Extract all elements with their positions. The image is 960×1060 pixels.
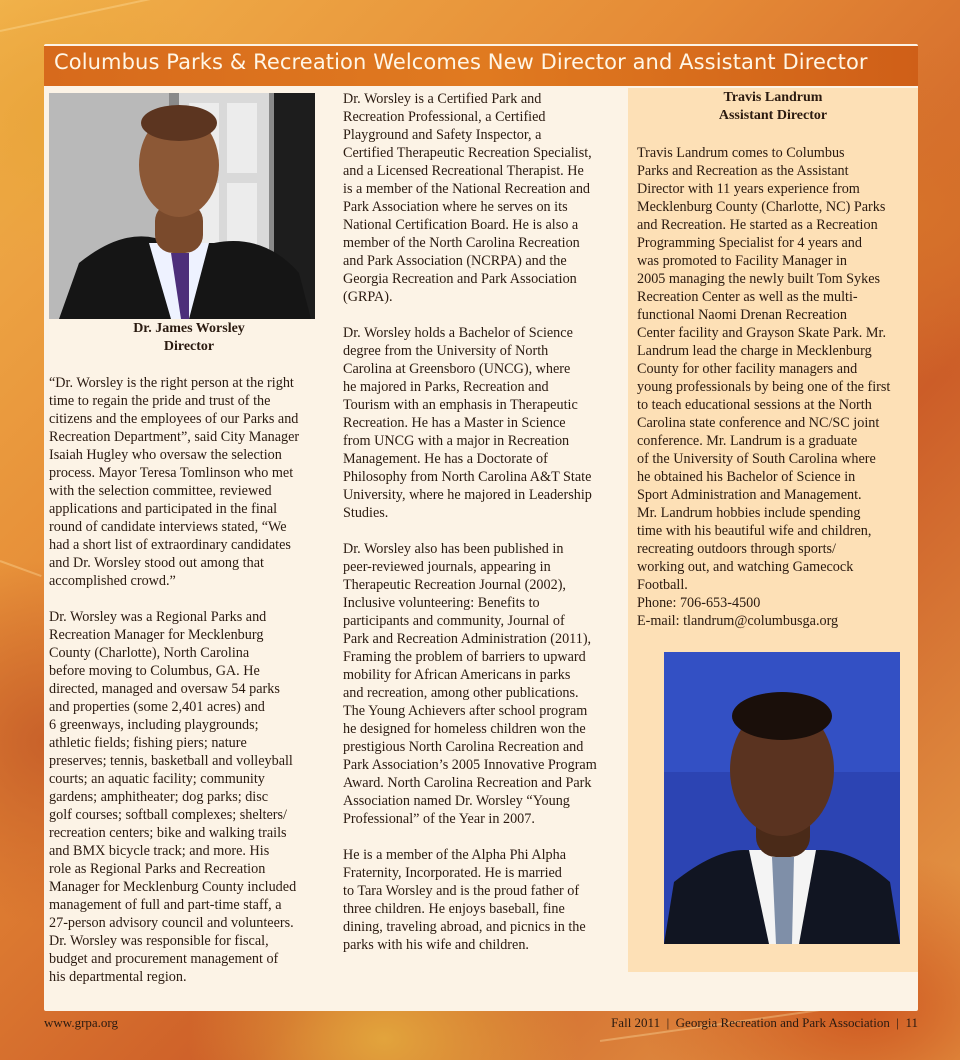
assistant-photo [664,652,900,944]
assistant-bio-text: Travis Landrum comes to Columbus Parks and Recreation as the Assistant Director with 11 years experience from Mecklenburg County (Charlotte, NC) Parks and Recreation. He started as a Recreation Programming Specialist for 4 years and was promoted to Facility Manager in 2005 managing the newly built Tom Sykes Recreation Center as well as the multi- functional Naomi Drenan Recreation Center facility and Grayson Skate Park. Mr. Landrum lead the charge in Mecklenburg County for other facility managers and young professionals by being one of the first to teach educational sessions at the North Carolina state conference and NC/SC joint conference. Mr. Landrum is a graduate of the University of South Carolina where he obtained his Bachelor of Science in Sport Administration and Management. Mr. Landrum hobbies include spending time with his beautiful wife and children, recreating outdoors through sports/ working out, and watching Gamecock Football. [637,145,891,593]
footer-issue-info: Fall 2011 | Georgia Recreation and Park Association | 11 [611,1015,918,1030]
director-role: Director [163,339,215,354]
page-title: Columbus Parks & Recreation Welcomes New Director and Assistant Director [54,50,868,74]
assistant-name: Travis Landrum [723,90,823,105]
title-banner [44,46,918,86]
director-caption [49,320,329,356]
assistant-phone: Phone: 706-653-4500 [637,595,761,611]
assistant-email: E-mail: tlandrum@columbusga.org [637,613,839,629]
assistant-caption [636,89,910,125]
director-photo [49,93,315,319]
background-leaf-vein [0,560,42,577]
director-portrait-illustration [49,93,315,319]
director-column-1-text: “Dr. Worsley is the right person at the right time to regain the pride and trust of the citizens and the employees of our Parks and Recreation Department”, said City Manager Isaiah Hugley who oversaw the selection process. Mayor Teresa Tomlinson who met with the selection committee, reviewed applications and participated in the final round of candidate interviews stated, “We had a short list of extraordinary candidates and Dr. Worsley stood out among that accomplished crowd.” Dr. Worsley was a Regional Parks and Recreation Manager for Mecklenburg County (Charlotte), North Carolina before moving to Columbus, GA. He directed, managed and oversaw 54 parks and properties (some 2,401 acres) and 6 greenways, including playgrounds; athletic fields; fishing piers; nature preserves; tennis, basketball and volleyball courts; an aquatic facility; community gardens; amphitheater; dog parks; disc golf courses; softball complexes; shelters/ recreation centers; bike and walking trails and BMX bicycle track; and more. His role as Regional Parks and Recreation Manager for Mecklenburg County included management of full and part-time staff, a 27-person advisory council and volunteers. Dr. Worsley was responsible for fiscal, budget and procurement management of his departmental region. [49,375,300,985]
assistant-portrait-illustration [664,652,900,944]
background-leaf-vein [0,0,294,32]
director-column-2-text: Dr. Worsley is a Certified Park and Recreation Professional, a Certified Playground and Safety Inspector, a Certified Therapeutic Recreation Specialist, and a Licensed Recreational Therapist. He is a member of the National Recreation and Park Association where he serves on its National Certification Board. He is also a member of the North Carolina Recreation and Park Association (NCRPA) and the Georgia Recreation and Park Association (GRPA). Dr. Worsley holds a Bachelor of Science degree from the University of North Carolina at Greensboro (UNCG), where he majored in Parks, Recreation and Tourism with an emphasis in Therapeutic Recreation. He has a Master in Science from UNCG with a major in Recreation Management. He has a Doctorate of Philosophy from North Carolina A&T State University, where he majored in Leadership Studies. Dr. Worsley also has been published in peer-reviewed journals, appearing in Therapeutic Recreation Journal (2002), Inclusive volunteering: Benefits to participants and community, Journal of Park and Recreation Administration (2011), Framing the problem of barriers to upward mobility for African Americans in parks and recreation, among other publications. The Young Achievers after school program he designed for homeless children won the prestigious North Carolina Recreation and Park Association’s 2005 Innovative Program Award. North Carolina Recreation and Park Association named Dr. Worsley “Young Professional” of the Year in 2007. He is a member of the Alpha Phi Alpha Fraternity, Incorporated. He is married to Tara Worsley and is the proud father of three children. He enjoys baseball, fine dining, traveling abroad, and picnics in the parks with his wife and children. [343,91,597,953]
footer-site: www.grpa.org [44,1015,119,1030]
assistant-role: Assistant Director [718,108,828,123]
director-name: Dr. James Worsley [133,321,245,336]
